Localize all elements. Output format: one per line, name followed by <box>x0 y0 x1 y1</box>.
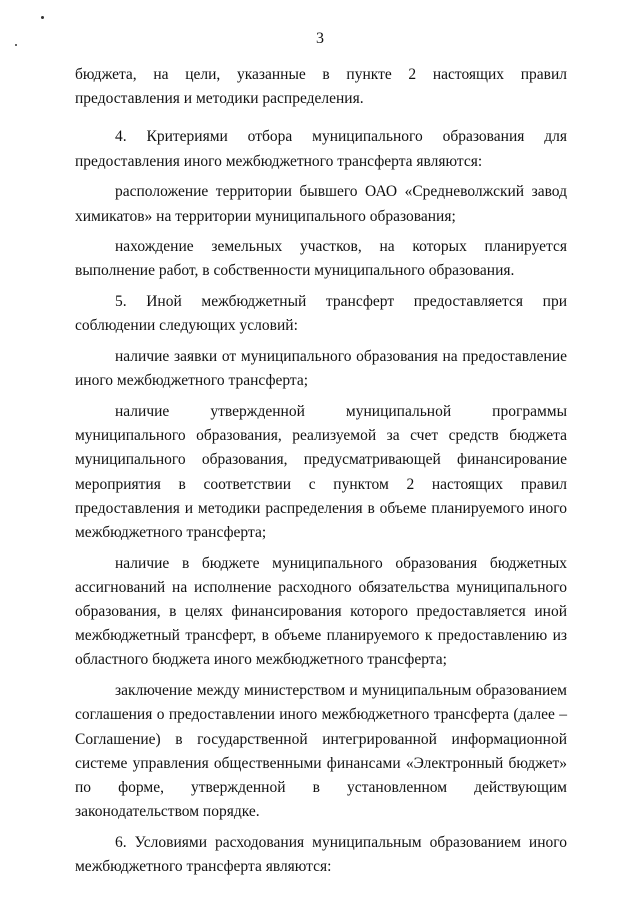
document-body <box>75 63 567 879</box>
scan-speck <box>41 16 44 19</box>
paragraph-provision-conditions: 5. Иной межбюджетный трансферт предоставляется при соблюдении следующих условий: <box>75 293 567 335</box>
paragraph-selection-criteria: 4. Критериями отбора муниципального образования для предоставления иного межбюджетного трансферта являются: <box>75 128 567 170</box>
paragraph-criterion-land: нахождение земельных участков, на которых планируется выполнение работ, в собственности муниципального образования. <box>75 238 567 280</box>
paragraph-budget-purpose: бюджета, на цели, указанные в пункте 2 настоящих правил предоставления и методики распределения. <box>75 66 567 108</box>
paragraph-condition-program: наличие утвержденной муниципальной программы муниципального образования, реализуемой за счет средств бюджета муниципального образования, предусматривающей финансирование мероприятия в соответствии с пунктом 2 настоящих правил предоставления и методики распределения в объеме планируемого иного межбюджетного трансферта; <box>75 402 567 541</box>
paragraph-condition-agreement: заключение между министерством и муниципальным образованием соглашения о предоставлении иного межбюджетного трансферта (далее – Соглашение) в государственной интегрированной информационной системе управления общественными финансами «Электронный бюджет» по форме, утвержденной в установленном действующим законодательством порядке. <box>75 682 567 821</box>
paragraph-condition-application: наличие заявки от муниципального образования на предоставление иного межбюджетного трансферта; <box>75 348 567 390</box>
paragraph-spending-conditions: 6. Условиями расходования муниципальным образованием иного межбюджетного трансферта являются: <box>75 833 567 876</box>
page-number: 3 <box>316 30 324 47</box>
paragraph-condition-appropriations: наличие в бюджете муниципального образования бюджетных ассигнований на исполнение расходного обязательства муниципального образования, в целях финансирования которого предоставляется иной межбюджетный трансферт, в объеме планируемого к предоставлению из областного бюджета иного межбюджетного трансферта; <box>75 554 567 669</box>
paragraph-criterion-territory: расположение территории бывшего ОАО «Средневолжский завод химикатов» на территории муниципального образования; <box>75 183 567 225</box>
